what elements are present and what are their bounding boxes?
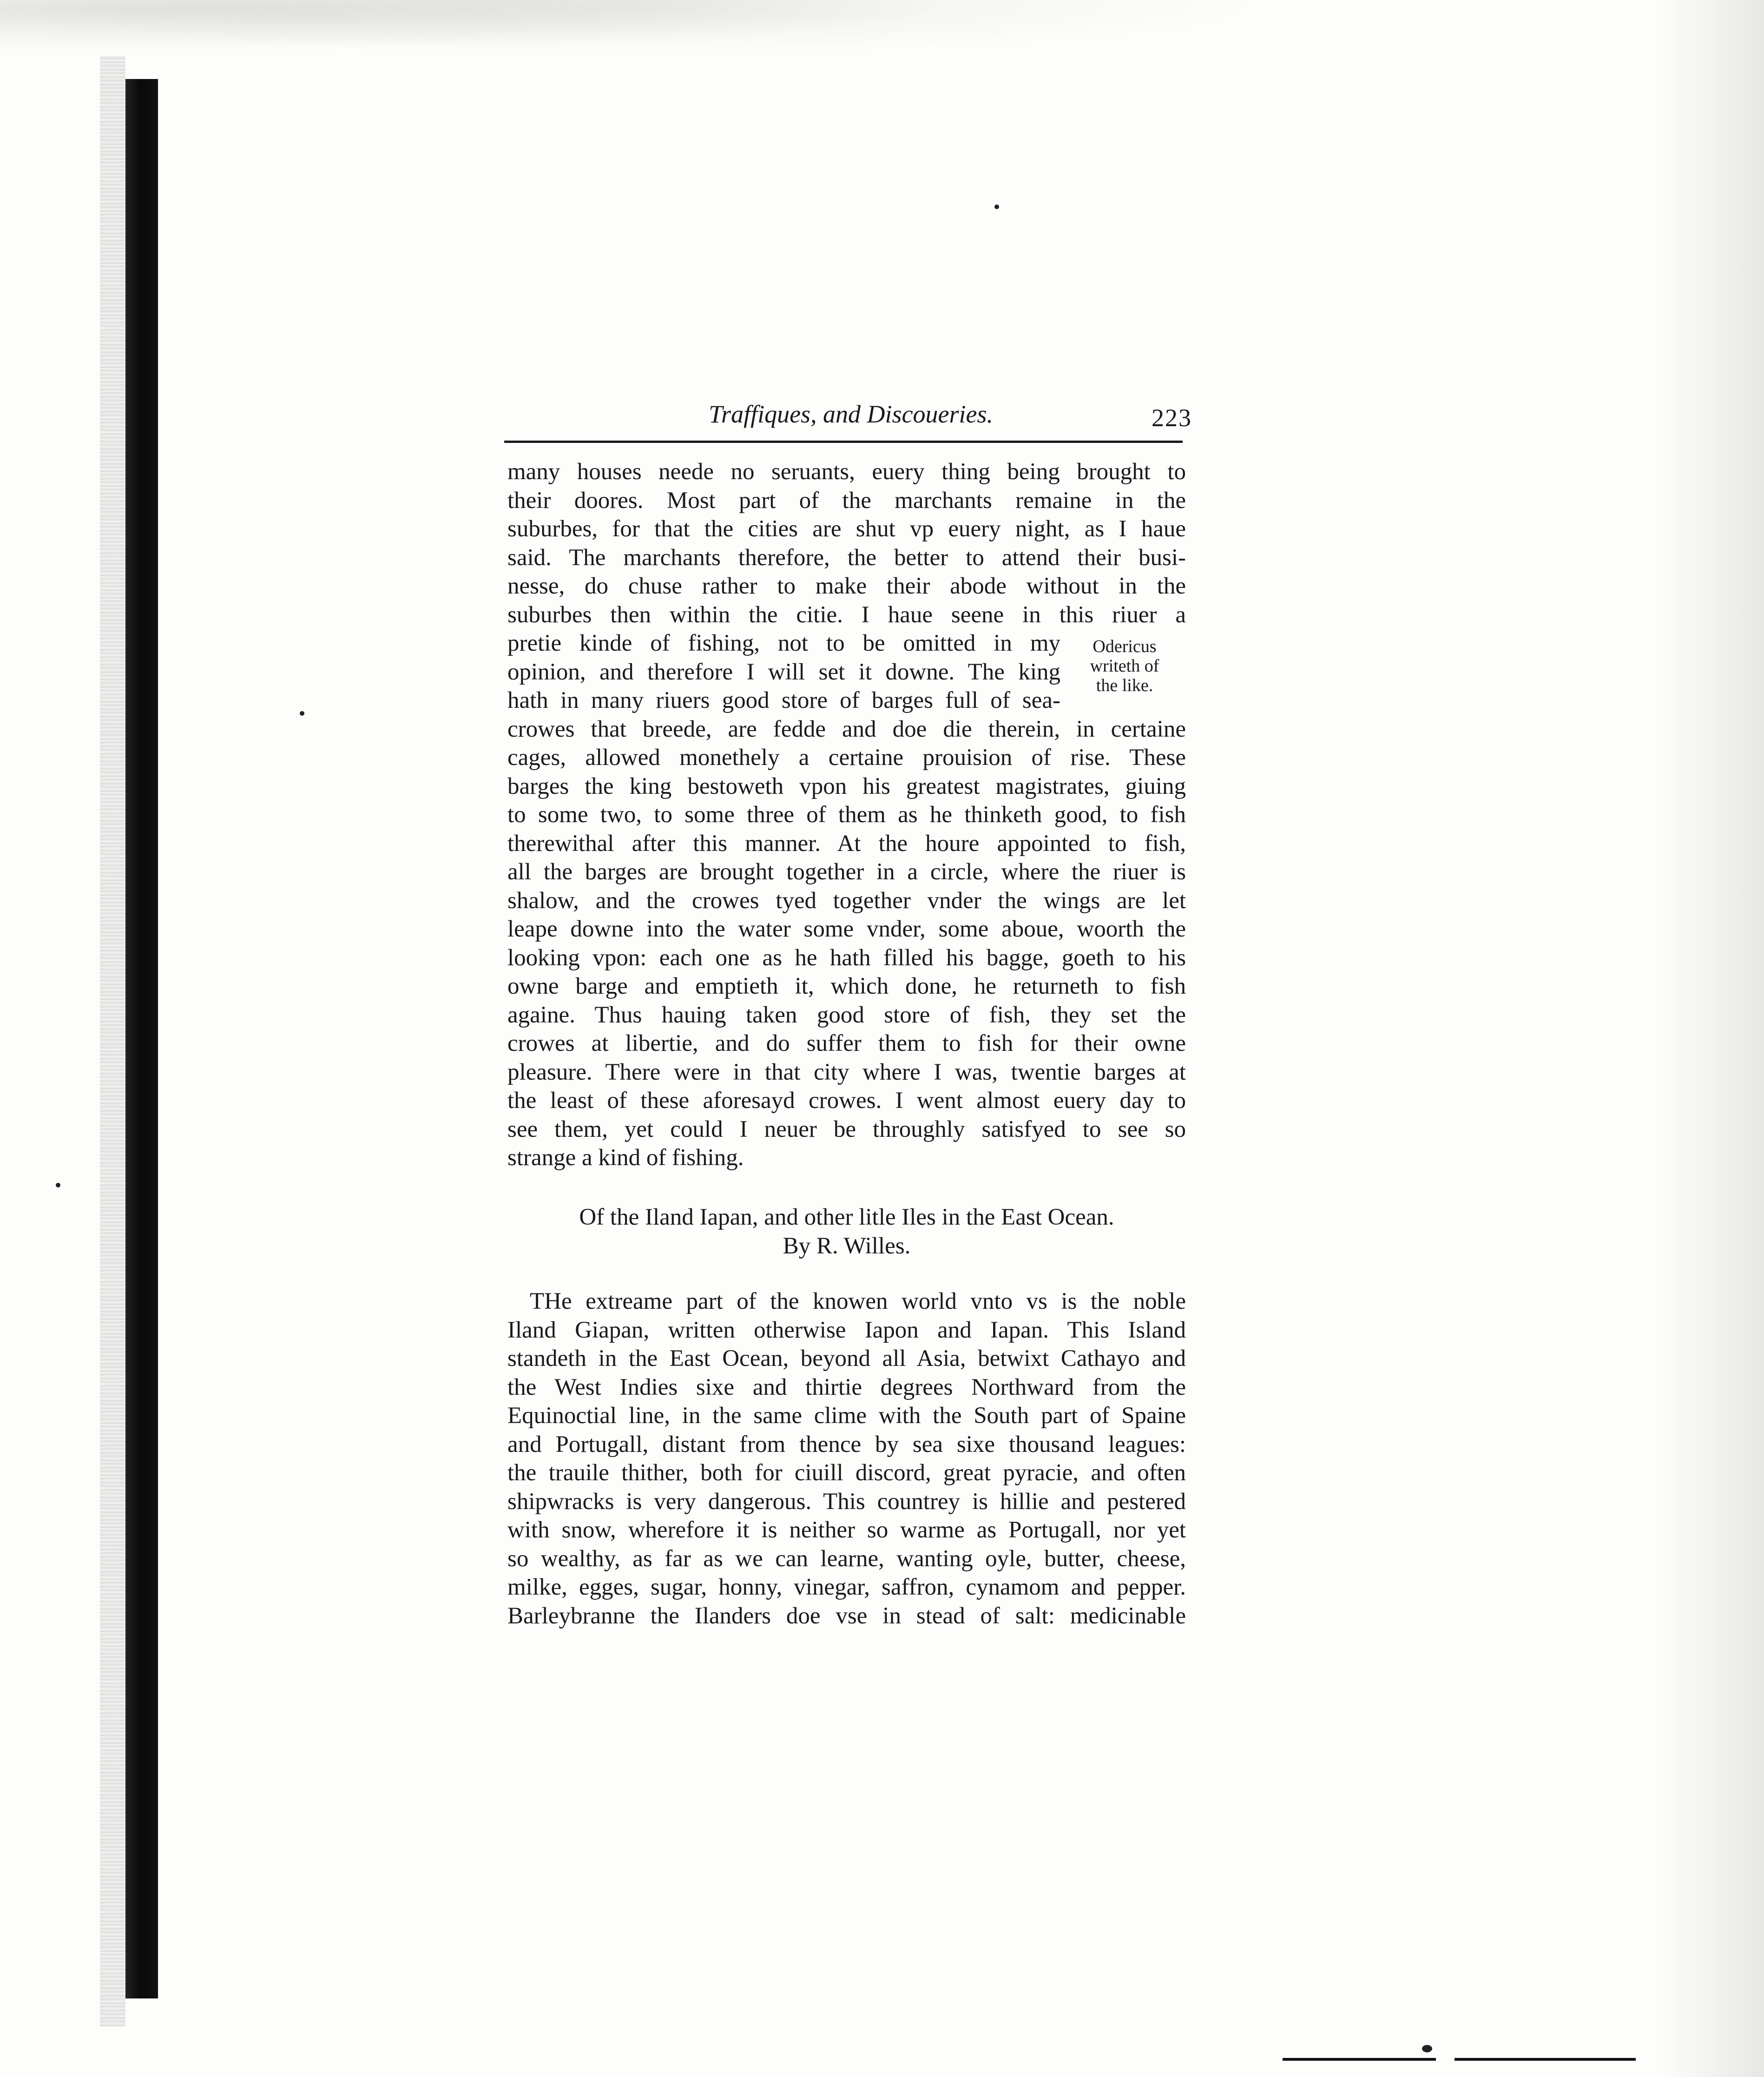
page-number: 223 xyxy=(1152,404,1192,432)
text-line: THe extreame part of the knowen world vnto vs is the noble xyxy=(530,1288,1186,1314)
text-line: the trauile thither, both for ciuill discord, great pyracie, and often xyxy=(507,1460,1186,1486)
text-line: againe. Thus hauing taken good store of fish, they set the xyxy=(507,1002,1186,1028)
text-line: milke, egges, sugar, honny, vinegar, saffron, cynamom and pepper. xyxy=(507,1574,1186,1600)
text-line: opinion, and therefore I will set it downe. The king xyxy=(507,659,1060,685)
text-line: therewithal after this manner. At the houre appointed to fish, xyxy=(507,830,1186,857)
text-line: standeth in the East Ocean, beyond all Asia, betwixt Cathayo and xyxy=(507,1345,1186,1371)
text-line: so wealthy, as far as we can learne, wanting oyle, butter, cheese, xyxy=(507,1545,1186,1572)
page-edge-texture xyxy=(100,56,125,2026)
bottom-edge-mark xyxy=(1455,2058,1636,2061)
marginal-note-line: Odericus xyxy=(1093,637,1157,656)
text-line: with snow, wherefore it is neither so warme as Portugall, nor yet xyxy=(507,1517,1186,1543)
text-line: barges the king bestoweth vpon his greatest magistrates, giuing xyxy=(507,773,1186,799)
text-line: strange a kind of fishing. xyxy=(507,1145,744,1171)
paragraph-fishing xyxy=(507,458,1186,1173)
binding-shadow xyxy=(125,79,158,1998)
section-byline: By R. Willes. xyxy=(783,1233,911,1259)
text-line: said. The marchants therefore, the better to attend their busi- xyxy=(507,544,1186,571)
ink-speck xyxy=(300,711,304,716)
marginal-note-line: writeth of xyxy=(1090,656,1159,676)
text-line: shalow, and the crowes tyed together vnder the wings are let xyxy=(507,887,1186,914)
text-line: owne barge and emptieth it, which done, he returneth to fish xyxy=(507,973,1186,999)
ink-speck xyxy=(994,204,999,209)
ink-speck xyxy=(56,1183,60,1187)
text-line: crowes that breede, are fedde and doe die therein, in certaine xyxy=(507,716,1186,742)
text-line: to some two, to some three of them as he thinketh good, to fish xyxy=(507,802,1186,828)
text-line: hath in many riuers good store of barges full of sea- xyxy=(507,687,1060,713)
text-line: Barleybranne the Ilanders doe vse in stead of salt: medicinable xyxy=(507,1602,1186,1629)
ink-speck xyxy=(1422,2045,1432,2052)
text-line: cages, allowed monethely a certaine prouision of rise. These xyxy=(507,745,1186,771)
text-line: looking vpon: each one as he hath filled his bagge, goeth to his xyxy=(507,944,1186,971)
section-heading xyxy=(507,1203,1186,1260)
text-line: leape downe into the water some vnder, some aboue, woorth the xyxy=(507,916,1186,942)
text-line: the West Indies sixe and thirtie degrees Northward from the xyxy=(507,1374,1186,1400)
marginal-note-line: the like. xyxy=(1096,676,1153,695)
text-line: and Portugall, distant from thence by sea sixe thousand leagues: xyxy=(507,1431,1186,1457)
header-rule xyxy=(504,441,1183,443)
scan-shadow-right xyxy=(1657,0,1764,2077)
text-line: see them, yet could I neuer be throughly satisfyed to see so xyxy=(507,1116,1186,1142)
marginal-note xyxy=(1073,637,1176,695)
bottom-edge-mark xyxy=(1283,2058,1436,2061)
text-line: suburbes, for that the cities are shut vp euery night, as I haue xyxy=(507,516,1186,542)
text-line: pleasure. There were in that city where I was, twentie barges at xyxy=(507,1059,1186,1085)
text-line: shipwracks is very dangerous. This countrey is hillie and pestered xyxy=(507,1488,1186,1515)
text-line: many houses neede no seruants, euery thing being brought to xyxy=(507,459,1186,485)
section-title: Of the Iland Iapan, and other litle Iles in the East Ocean. xyxy=(579,1204,1114,1230)
text-line: their doores. Most part of the marchants remaine in the xyxy=(507,487,1186,514)
text-line: nesse, do chuse rather to make their abode without in the xyxy=(507,573,1186,599)
text-line: Equinoctial line, in the same clime with the South part of Spaine xyxy=(507,1403,1186,1429)
text-line: pretie kinde of fishing, not to be omitted in my xyxy=(507,630,1060,656)
scan-shadow-top xyxy=(0,0,1764,93)
text-line: suburbes then within the citie. I haue seene in this riuer a xyxy=(507,601,1186,628)
running-title: Traffiques, and Discoueries. xyxy=(709,400,994,428)
page-header xyxy=(504,400,1201,437)
text-line: all the barges are brought together in a circle, where the riuer is xyxy=(507,859,1186,885)
paragraph-iapan xyxy=(507,1287,1186,1630)
text-line: crowes at libertie, and do suffer them to fish for their owne xyxy=(507,1030,1186,1056)
text-line: Iland Giapan, written otherwise Iapon and Iapan. This Island xyxy=(507,1317,1186,1343)
text-line: the least of these aforesayd crowes. I went almost euery day to xyxy=(507,1088,1186,1114)
